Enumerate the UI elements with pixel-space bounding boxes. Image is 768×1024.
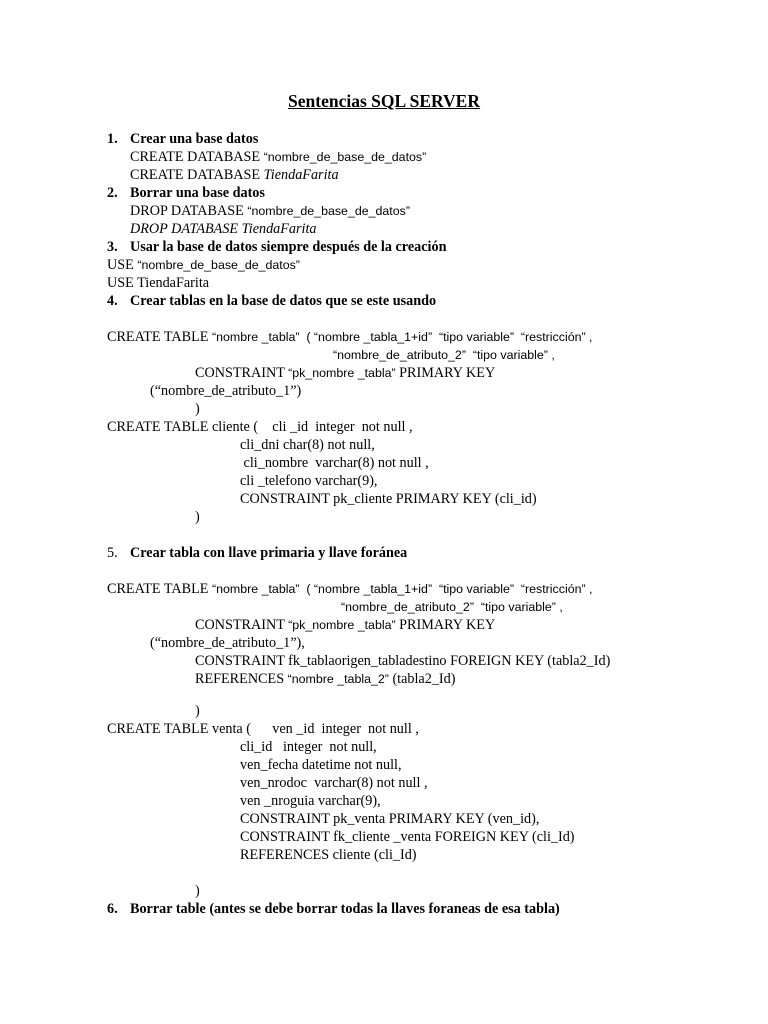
create-table-generic-line-1: CREATE TABLE “nombre _tabla” ( “nombre _tabla_1+id” “tipo variable” “restricción” , <box>107 329 593 345</box>
drop-database-syntax: DROP DATABASE “nombre_de_base_de_datos” <box>130 203 410 219</box>
section-3-heading: Usar la base de datos siempre después de la creación <box>130 239 447 255</box>
create-table-cliente-close: ) <box>195 509 200 525</box>
create-table-fk-generic-line-5: CONSTRAINT fk_tablaorigen_tabladestino FOREIGN KEY (tabla2_Id) <box>195 653 611 669</box>
create-table-generic-line-3: CONSTRAINT “pk_nombre _tabla” PRIMARY KEY <box>195 365 496 381</box>
create-table-fk-generic-line-2: “nombre_de_atributo_2” “tipo variable” , <box>341 600 563 614</box>
create-table-generic-line-2: “nombre_de_atributo_2” “tipo variable” , <box>333 348 555 362</box>
create-table-generic-close: ) <box>195 401 200 417</box>
create-table-venta-close: ) <box>195 883 200 899</box>
section-5-heading: Crear tabla con llave primaria y llave foránea <box>130 545 408 561</box>
create-table-fk-generic-line-4: (“nombre_de_atributo_1”), <box>150 635 305 651</box>
create-table-venta-line-7: CONSTRAINT fk_cliente _venta FOREIGN KEY (cli_Id) <box>240 829 575 845</box>
section-3-number: 3. <box>107 239 118 255</box>
section-1-number: 1. <box>107 131 118 147</box>
create-table-cliente-line-4: cli _telefono varchar(9), <box>240 473 378 489</box>
section-5-number: 5. <box>107 545 118 561</box>
create-database-syntax: CREATE DATABASE “nombre_de_base_de_datos” <box>130 149 427 165</box>
section-4-number: 4. <box>107 293 118 309</box>
create-table-fk-generic-line-1: CREATE TABLE “nombre _tabla” ( “nombre _tabla_1+id” “tipo variable” “restricción” , <box>107 581 593 597</box>
create-table-fk-generic-close: ) <box>195 703 200 719</box>
page-title: Sentencias SQL SERVER <box>288 91 480 111</box>
section-4-heading: Crear tablas en la base de datos que se este usando <box>130 293 437 309</box>
section-6-heading: Borrar table (antes se debe borrar todas la llaves foraneas de esa tabla) <box>130 901 560 917</box>
use-database-syntax: USE “nombre_de_base_de_datos” <box>107 257 300 273</box>
create-table-venta-line-6: CONSTRAINT pk_venta PRIMARY KEY (ven_id), <box>240 811 540 827</box>
create-table-venta-line-1: CREATE TABLE venta ( ven _id integer not null , <box>107 721 419 737</box>
section-1-heading: Crear una base datos <box>130 131 259 147</box>
create-table-cliente-line-2: cli_dni char(8) not null, <box>240 437 375 453</box>
create-table-venta-line-8: REFERENCES cliente (cli_Id) <box>240 847 417 863</box>
create-table-venta-line-3: ven_fecha datetime not null, <box>240 757 402 773</box>
create-table-cliente-line-1: CREATE TABLE cliente ( cli _id integer not null , <box>107 419 413 435</box>
section-2-number: 2. <box>107 185 118 201</box>
create-database-example: CREATE DATABASE TiendaFarita <box>130 167 339 183</box>
create-table-venta-line-2: cli_id integer not null, <box>240 739 377 755</box>
section-2-heading: Borrar una base datos <box>130 185 265 201</box>
create-table-fk-generic-line-3: CONSTRAINT “pk_nombre _tabla” PRIMARY KEY <box>195 617 496 633</box>
use-database-example: USE TiendaFarita <box>107 275 210 291</box>
section-6-number: 6. <box>107 901 118 917</box>
create-table-venta-line-4: ven_nrodoc varchar(8) not null , <box>240 775 428 791</box>
drop-database-example: DROP DATABASE TiendaFarita <box>130 221 317 237</box>
create-table-cliente-line-5: CONSTRAINT pk_cliente PRIMARY KEY (cli_id) <box>240 491 537 507</box>
create-table-fk-generic-line-6: REFERENCES “nombre _tabla_2” (tabla2_Id) <box>195 671 456 687</box>
create-table-venta-line-5: ven _nroguia varchar(9), <box>240 793 381 809</box>
create-table-generic-line-4: (“nombre_de_atributo_1”) <box>150 383 302 399</box>
create-table-cliente-line-3: cli_nombre varchar(8) not null , <box>240 455 429 471</box>
